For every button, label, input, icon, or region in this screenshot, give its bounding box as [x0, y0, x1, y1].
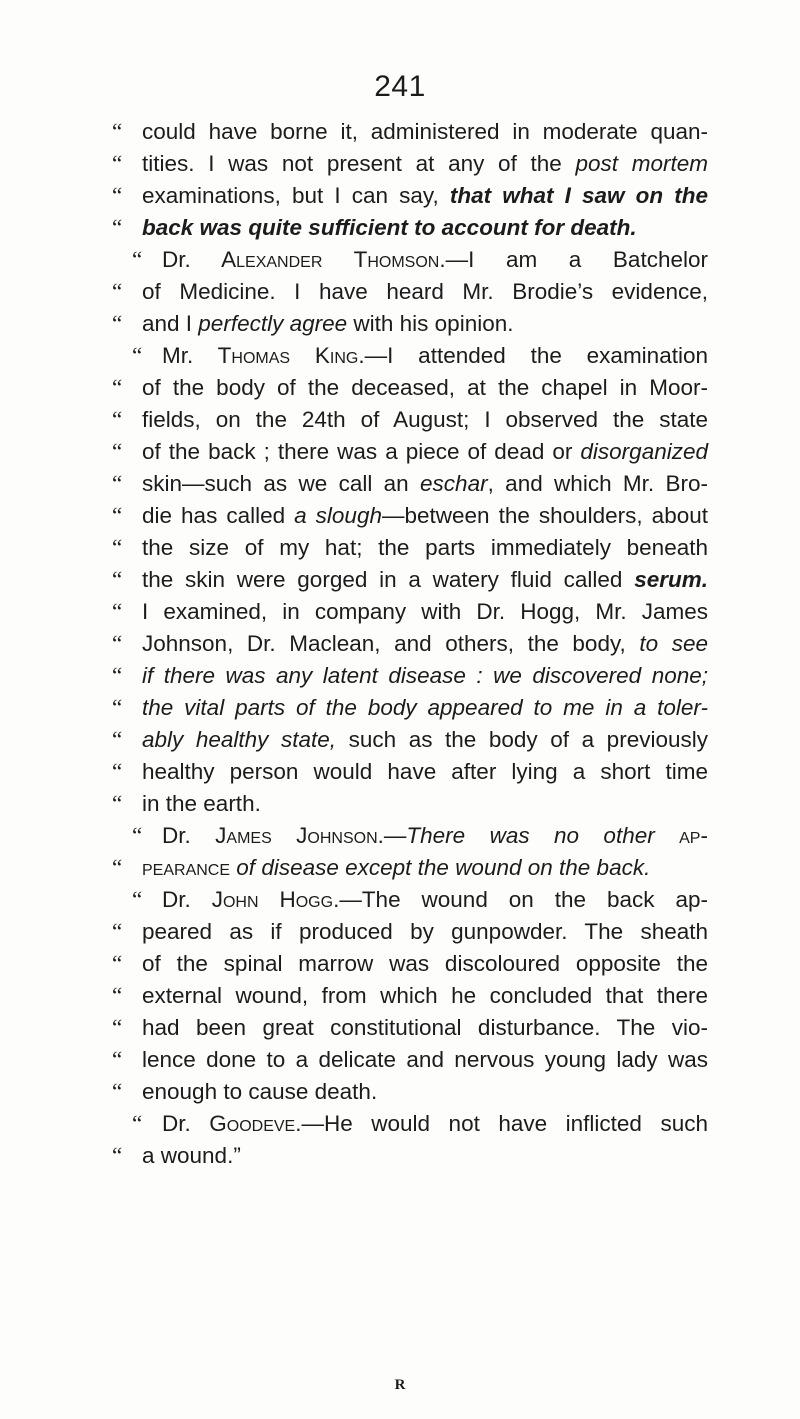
line-text: Dr. Alexander Thomson.—I am a Batchelor [162, 247, 708, 272]
text-line [112, 436, 708, 468]
text-line [112, 244, 708, 276]
text-line [112, 852, 708, 884]
line-text: in the earth. [142, 791, 261, 816]
line-text: the vital parts of the body appeared to me in a toler- [142, 695, 708, 720]
quotation-mark: “ [112, 503, 123, 528]
quotation-mark: “ [112, 599, 123, 624]
line-text: pearance of disease except the wound on the back. [142, 855, 651, 880]
text-line [112, 820, 708, 852]
quotation-mark: “ [112, 631, 123, 656]
line-text: healthy person would have after lying a short time [142, 759, 708, 784]
text-line [112, 276, 708, 308]
line-text: external wound, from which he concluded that there [142, 983, 708, 1008]
line-text: examinations, but I can say, that what I saw on the [142, 183, 708, 208]
line-text: peared as if produced by gunpowder. The sheath [142, 919, 708, 944]
text-line [112, 692, 708, 724]
line-text: fields, on the 24th of August; I observed the state [142, 407, 708, 432]
line-text: die has called a slough—between the shoulders, about [142, 503, 708, 528]
text-line [112, 724, 708, 756]
line-text: if there was any latent disease : we discovered none; [142, 663, 708, 688]
line-text: Dr. Goodeve.—He would not have inflicted such [162, 1111, 708, 1136]
text-line [112, 148, 708, 180]
text-line [112, 404, 708, 436]
text-line [112, 628, 708, 660]
text-line [112, 916, 708, 948]
text-line [112, 1012, 708, 1044]
line-text: of Medicine. I have heard Mr. Brodie’s evidence, [142, 279, 708, 304]
quotation-mark: “ [112, 215, 123, 240]
text-line [112, 980, 708, 1012]
text-line [112, 372, 708, 404]
quotation-mark: “ [132, 887, 143, 912]
quotation-mark: “ [112, 567, 123, 592]
text-line [112, 1044, 708, 1076]
quotation-mark: “ [112, 119, 123, 144]
text-line [112, 212, 708, 244]
line-text: Johnson, Dr. Maclean, and others, the body, to see [142, 631, 708, 656]
text-line [112, 564, 708, 596]
line-text: tities. I was not present at any of the post mortem [142, 151, 708, 176]
quotation-mark: “ [112, 407, 123, 432]
quotation-mark: “ [112, 695, 123, 720]
line-text: Mr. Thomas King.—I attended the examination [162, 343, 708, 368]
quotation-mark: “ [112, 983, 123, 1008]
quotation-mark: “ [132, 247, 143, 272]
quotation-mark: “ [112, 791, 123, 816]
text-line [112, 500, 708, 532]
quotation-mark: “ [112, 1047, 123, 1072]
line-text: the size of my hat; the parts immediately beneath [142, 535, 708, 560]
page-number: 241 [374, 70, 426, 103]
quotation-mark: “ [112, 1079, 123, 1104]
quotation-mark: “ [112, 535, 123, 560]
text-line [112, 468, 708, 500]
testimony-text [112, 116, 708, 1172]
quotation-mark: “ [112, 151, 123, 176]
quotation-mark: “ [112, 1015, 123, 1040]
line-text: ably healthy state, such as the body of a previously [142, 727, 708, 752]
line-text: could have borne it, administered in moderate quan- [142, 119, 708, 144]
quotation-mark: “ [112, 279, 123, 304]
line-text: lence done to a delicate and nervous young lady was [142, 1047, 708, 1072]
line-text: the skin were gorged in a watery fluid called serum. [142, 567, 708, 592]
line-text: of the body of the deceased, at the chapel in Moor- [142, 375, 708, 400]
signature-mark: R [394, 1377, 406, 1393]
quotation-mark: “ [112, 855, 123, 880]
text-line [112, 1140, 708, 1172]
text-line [112, 756, 708, 788]
line-text: had been great constitutional disturbance. The vio- [142, 1015, 708, 1040]
text-line [112, 116, 708, 148]
quotation-mark: “ [112, 919, 123, 944]
quotation-mark: “ [112, 663, 123, 688]
quotation-mark: “ [112, 471, 123, 496]
line-text: of the spinal marrow was discoloured opposite the [142, 951, 708, 976]
quotation-mark: “ [112, 727, 123, 752]
line-text: skin—such as we call an eschar, and which Mr. Bro- [142, 471, 709, 496]
line-text: a wound.” [142, 1143, 241, 1168]
quotation-mark: “ [112, 375, 123, 400]
text-line [112, 532, 708, 564]
quotation-mark: “ [132, 343, 143, 368]
quotation-mark: “ [112, 951, 123, 976]
text-line [112, 1076, 708, 1108]
quotation-mark: “ [112, 439, 123, 464]
text-line [112, 884, 708, 916]
line-text: and I perfectly agree with his opinion. [142, 311, 514, 336]
text-line [112, 1108, 708, 1140]
line-text: back was quite sufficient to account for death. [142, 215, 637, 240]
line-text: enough to cause death. [142, 1079, 378, 1104]
line-text: I examined, in company with Dr. Hogg, Mr. James [142, 599, 708, 624]
text-line [112, 596, 708, 628]
text-line [112, 788, 708, 820]
line-text: Dr. John Hogg.—The wound on the back ap- [162, 887, 708, 912]
text-line [112, 340, 708, 372]
line-text: Dr. James Johnson.—There was no other ap- [162, 823, 708, 848]
quotation-mark: “ [132, 823, 143, 848]
quotation-mark: “ [132, 1111, 143, 1136]
line-text: of the back ; there was a piece of dead or disorganized [142, 439, 708, 464]
quotation-mark: “ [112, 311, 123, 336]
quotation-mark: “ [112, 183, 123, 208]
text-line [112, 180, 708, 212]
text-line [112, 308, 708, 340]
quotation-mark: “ [112, 759, 123, 784]
text-line [112, 660, 708, 692]
text-line [112, 948, 708, 980]
quotation-mark: “ [112, 1143, 123, 1168]
